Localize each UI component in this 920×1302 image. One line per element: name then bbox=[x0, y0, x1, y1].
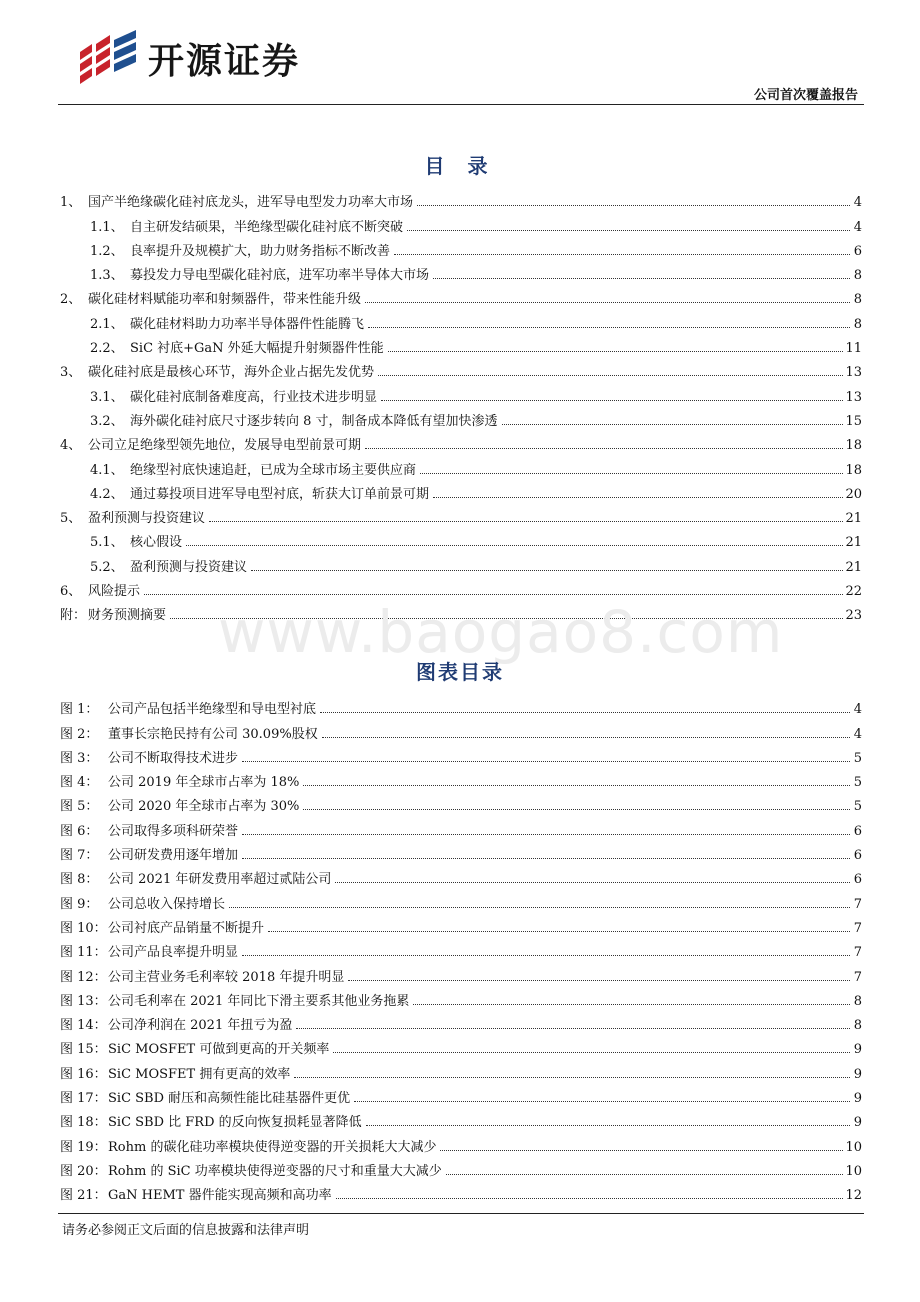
legal-disclaimer: 请务必参阅正文后面的信息披露和法律声明 bbox=[62, 1223, 310, 1238]
brand-name: 开源证券 bbox=[148, 40, 301, 82]
toc-entry[interactable]: 2.1、 碳化硅材料助力功率半导体器件性能腾飞 8 bbox=[90, 316, 862, 332]
toc-entry[interactable]: 3.2、 海外碳化硅衬底尺寸逐步转向 8 寸，制备成本降低有望加快渗透 15 bbox=[90, 413, 862, 429]
figure-entry[interactable]: 图 6： 公司取得多项科研荣誉 6 bbox=[60, 823, 862, 839]
toc-entry[interactable]: 1.2、 良率提升及规模扩大，助力财务指标不断改善 6 bbox=[90, 243, 862, 259]
header-divider bbox=[58, 104, 864, 105]
toc-entry[interactable]: 2.2、 SiC 衬底+GaN 外延大幅提升射频器件性能 11 bbox=[90, 341, 862, 357]
toc-entry[interactable]: 5.2、 盈利预测与投资建议 21 bbox=[90, 559, 862, 575]
figure-entry[interactable]: 图 13： 公司毛利率在 2021 年同比下滑主要系其他业务拖累 8 bbox=[60, 993, 862, 1009]
figure-entry[interactable]: 图 5： 公司 2020 年全球市占率为 30% 5 bbox=[60, 799, 862, 815]
figure-entry[interactable]: 图 2： 董事长宗艳民持有公司 30.09%股权 4 bbox=[60, 726, 862, 742]
toc-entry[interactable]: 4、 公司立足绝缘型领先地位，发展导电型前景可期 18 bbox=[60, 438, 862, 454]
table-of-contents bbox=[60, 186, 862, 623]
toc-entry[interactable]: 5.1、 核心假设 21 bbox=[90, 535, 862, 551]
toc-entry[interactable]: 附： 财务预测摘要 23 bbox=[60, 608, 862, 624]
toc-title: 目 录 bbox=[424, 154, 496, 178]
toc-entry[interactable]: 3.1、 碳化硅衬底制备难度高，行业技术进步明显 13 bbox=[90, 389, 862, 405]
footer-divider bbox=[58, 1213, 864, 1214]
figure-entry[interactable]: 图 14： 公司净利润在 2021 年扭亏为盈 8 bbox=[60, 1018, 862, 1034]
figure-entry[interactable]: 图 20： Rohm 的 SiC 功率模块使得逆变器的尺寸和重量大大减少 10 bbox=[60, 1163, 862, 1179]
figures-title: 图表目录 bbox=[416, 660, 504, 684]
figure-entry[interactable]: 图 21： GaN HEMT 器件能实现高频和高功率 12 bbox=[60, 1188, 862, 1204]
kaiyuan-logo-icon bbox=[78, 30, 140, 86]
brand-logo bbox=[78, 30, 300, 86]
figure-entry[interactable]: 图 3： 公司不断取得技术进步 5 bbox=[60, 750, 862, 766]
toc-entry[interactable]: 4.1、 绝缘型衬底快速追赶，已成为全球市场主要供应商 18 bbox=[90, 462, 862, 478]
figure-entry[interactable]: 图 9： 公司总收入保持增长 7 bbox=[60, 896, 862, 912]
toc-entry[interactable]: 4.2、 通过募投项目进军导电型衬底，斩获大订单前景可期 20 bbox=[90, 486, 862, 502]
figure-entry[interactable]: 图 11： 公司产品良率提升明显 7 bbox=[60, 945, 862, 961]
figure-entry[interactable]: 图 15： SiC MOSFET 可做到更高的开关频率 9 bbox=[60, 1042, 862, 1058]
watermark: www.baogao8.com bbox=[218, 598, 784, 666]
figure-entry[interactable]: 图 8： 公司 2021 年研发费用率超过贰陆公司 6 bbox=[60, 872, 862, 888]
figure-entry[interactable]: 图 19： Rohm 的碳化硅功率模块使得逆变器的开关损耗大大减少 10 bbox=[60, 1139, 862, 1155]
figure-entry[interactable]: 图 1： 公司产品包括半绝缘型和导电型衬底 4 bbox=[60, 702, 862, 718]
figure-entry[interactable]: 图 12： 公司主营业务毛利率较 2018 年提升明显 7 bbox=[60, 969, 862, 985]
toc-entry[interactable]: 2、 碳化硅材料赋能功率和射频器件，带来性能升级 8 bbox=[60, 292, 862, 308]
toc-entry[interactable]: 1、 国产半绝缘碳化硅衬底龙头，进军导电型发力功率大市场 4 bbox=[60, 195, 862, 211]
figure-entry[interactable]: 图 17： SiC SBD 耐压和高频性能比硅基器件更优 9 bbox=[60, 1091, 862, 1107]
figure-entry[interactable]: 图 16： SiC MOSFET 拥有更高的效率 9 bbox=[60, 1066, 862, 1082]
toc-entry[interactable]: 1.1、 自主研发结硕果，半绝缘型碳化硅衬底不断突破 4 bbox=[90, 219, 862, 235]
toc-entry[interactable]: 1.3、 募投发力导电型碳化硅衬底，进军功率半导体大市场 8 bbox=[90, 268, 862, 284]
figure-entry[interactable]: 图 7： 公司研发费用逐年增加 6 bbox=[60, 848, 862, 864]
toc-entry[interactable]: 5、 盈利预测与投资建议 21 bbox=[60, 511, 862, 527]
figure-index bbox=[60, 693, 862, 1203]
toc-entry[interactable]: 3、 碳化硅衬底是最核心环节，海外企业占据先发优势 13 bbox=[60, 365, 862, 381]
page-header bbox=[0, 0, 920, 110]
figure-entry[interactable]: 图 10： 公司衬底产品销量不断提升 7 bbox=[60, 920, 862, 936]
figure-entry[interactable]: 图 18： SiC SBD 比 FRD 的反向恢复损耗显著降低 9 bbox=[60, 1115, 862, 1131]
figure-entry[interactable]: 图 4： 公司 2019 年全球市占率为 18% 5 bbox=[60, 775, 862, 791]
report-type: 公司首次覆盖报告 bbox=[753, 88, 858, 103]
toc-entry[interactable]: 6、 风险提示 22 bbox=[60, 584, 862, 600]
